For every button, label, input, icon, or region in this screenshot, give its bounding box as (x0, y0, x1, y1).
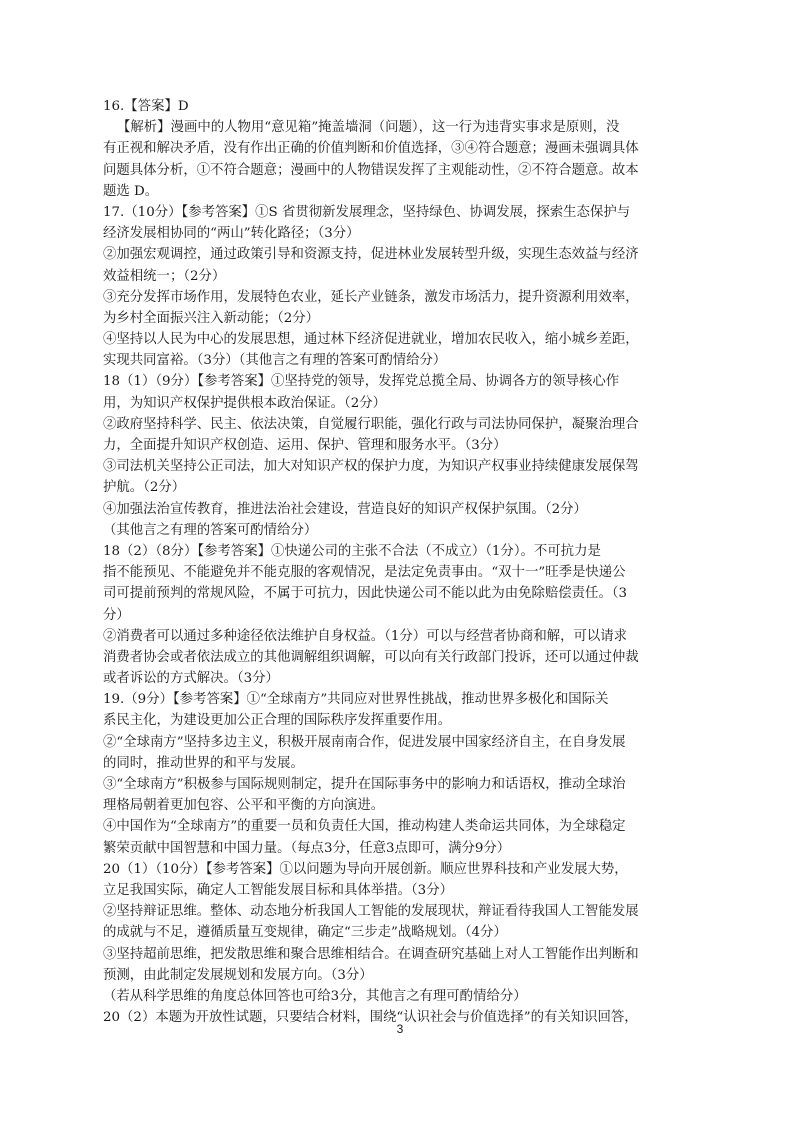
text-line: （其他言之有理的答案可酌情给分） (103, 522, 318, 538)
text-line: （若从科学思维的角度总体回答也可给3分，其他言之有理可酌情给分） (103, 988, 527, 1004)
answer-16-heading: 16.【答案】D (103, 99, 189, 114)
answer-20-1-heading: 20（1）（10分）【参考答案】①以问题为导向开展创新。顺应世界科技和产业发展大势， (103, 861, 628, 877)
text-line: ②坚持辩证思维。整体、动态地分析我国人工智能的发展现状，辩证看待我国人工智能发展 (103, 904, 639, 920)
text-line: 预测，由此制定发展规划和发展方向。（3分） (103, 967, 373, 983)
text-line: 的成就与不足，遵循质量互变规律，确定“三步走”战略规划。（4分） (103, 925, 507, 941)
answer-20-2-heading: 20（2）本题为开放性试题，只要结合材料，围绕“认识社会与价值选择”的有关知识回答， (103, 1010, 638, 1026)
answer-18-1-heading: 18（1）（9分）【参考答案】①坚持党的领导，发挥党总揽全局、协调各方的领导核心作 (103, 374, 620, 390)
text-line: 实现共同富裕。（3分）（其他言之有理的答案可酌情给分） (103, 353, 447, 369)
text-line: ②“全球南方”坚持多边主义，积极开展南南合作，促进发展中国家经济自主，在自身发展 (103, 734, 626, 750)
text-line: ④中国作为“全球南方”的重要一员和负责任大国，推动构建人类命运共同体，为全球稳定 (103, 819, 626, 835)
text-line: 指不能预见、不能避免并不能克服的客观情况，是法定免责事由。“双十一”旺季是快递公 (103, 565, 626, 581)
text-line: ③充分发挥市场作用，发展特色农业，延长产业链条，激发市场活力，提升资源利用效率， (103, 289, 639, 305)
text-line: 护航。（2分） (103, 480, 186, 496)
text-line: ②加强宏观调控，通过政策引导和资源支持，促进林业发展转型升级，实现生态效益与经济 (103, 247, 639, 263)
text-line: ②消费者可以通过多种途径依法维护自身权益。（1分）可以与经营者协商和解，可以请求 (103, 628, 628, 644)
page-number: 3 (396, 1022, 404, 1036)
text-line: 的同时，推动世界的和平与发展。 (103, 755, 304, 771)
text-line: 司可提前预判的常规风险，不属于可抗力，因此快递公司不能以此为由免除赔偿责任。（3 (103, 586, 628, 602)
text-line: 用，为知识产权保护提供根本政治保证。（2分） (103, 395, 387, 411)
text-line: ④坚持以人民为中心的发展思想，通过林下经济促进就业，增加农民收入，缩小城乡差距， (103, 332, 639, 348)
text-line: 力，全面提升知识产权创造、运用、保护、管理和服务水平。（3分） (103, 438, 507, 453)
text-line: 消费者协会或者依法成立的其他调解组织调解，可以向有关行政部门投诉，还可以通过仲裁 (103, 649, 639, 665)
text-line: 为乡村全面振兴注入新动能；（2分） (103, 310, 320, 326)
text-line: 繁荣贡献中国智慧和中国力量。（每点3分，任意3点即可，满分9分） (103, 840, 511, 856)
answer-16-analysis: 【解析】漫画中的人物用“意见箱”掩盖墙洞（问题），这一行为违背实事求是原则，没 (117, 120, 620, 136)
text-line: ③司法机关坚持公正司法，加大对知识产权的保护力度，为知识产权事业持续健康发展保驾 (103, 459, 639, 475)
text-line: ③坚持超前思维，把发散思维和聚合思维相结合。在调查研究基础上对人工智能作出判断和 (103, 946, 639, 962)
text-line: ④加强法治宣传教育，推进法治社会建设，营造良好的知识产权保护氛围。（2分） (103, 501, 587, 517)
text-line: 分） (103, 607, 130, 623)
text-line: 理格局朝着更加包容、公平和平衡的方向演进。 (103, 798, 385, 814)
text-line: 效益相统一；（2分） (103, 268, 226, 284)
answer-17-heading: 17.（10分）【参考答案】①S 省贯彻新发展理念，坚持绿色、协调发展，探索生态保护与 (103, 204, 631, 220)
text-line: 系民主化，为建设更加公正合理的国际秩序发挥重要作用。 (103, 713, 452, 729)
text-line: 或者诉讼的方式解决。（3分） (103, 671, 279, 687)
answer-19-heading: 19.（9分）【参考答案】①“全球南方”共同应对世界性挑战，推动世界多极化和国际关 (103, 692, 609, 708)
text-line: 立足我国实际，确定人工智能发展目标和具体举措。（3分） (103, 882, 453, 898)
text-line: 经济发展相协同的“两山”转化路径；（3分） (103, 226, 360, 242)
text-line: 有正视和解决矛盾，没有作出正确的价值判断和价值选择，③④符合题意；漫画未强调具体 (103, 141, 639, 157)
answer-document (103, 96, 699, 1028)
text-line: 问题具体分析，①不符合题意；漫画中的人物错误发挥了主观能动性，②不符合题意。故本 (103, 162, 639, 178)
text-line: ②政府坚持科学、民主、依法决策，自觉履行职能，强化行政与司法协同保护，凝聚治理合 (103, 416, 639, 432)
text-line: 题选 D。 (103, 183, 159, 199)
answer-18-2-heading: 18（2）（8分）【参考答案】①快递公司的主张不合法（不成立）（1分）。不可抗力是 (103, 543, 601, 559)
text-line: ③“全球南方”积极参与国际规则制定，提升在国际事务中的影响力和话语权，推动全球治 (103, 777, 626, 792)
